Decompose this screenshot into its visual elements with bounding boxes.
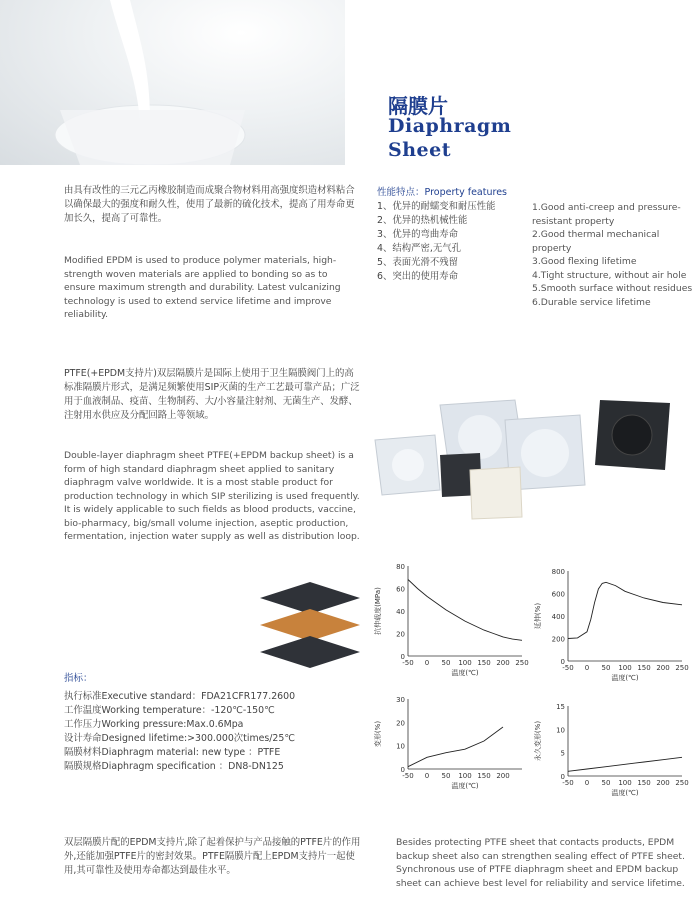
x-tick-label: 200 (496, 659, 510, 667)
x-tick-label: 50 (601, 664, 611, 672)
y-axis-label: 抗伸载度(MPa) (374, 587, 382, 635)
intro-cn: 由具有改性的三元乙丙橡胶制造而成聚合物材料用高强度织造材料粘合以确保最大的强度和耐久性，使用了最新的硫化技术，提高了用寿命更加长久，提高了可靠性。 (64, 185, 355, 224)
feature-cn-item: 2、优异的热机械性能 (377, 215, 468, 226)
spec-line: 工作压力Working pressure:Max.0.6Mpa (64, 719, 244, 730)
y-tick-label: 0 (400, 766, 405, 774)
x-tick-label: 200 (496, 772, 510, 780)
feature-en-item: 3.Good flexing lifetime (532, 256, 637, 267)
y-tick-label: 800 (551, 568, 565, 576)
milk-pour-illustration (0, 0, 345, 165)
y-tick-label: 80 (396, 563, 405, 571)
y-tick-label: 20 (396, 719, 405, 728)
title-en-line1: Diaphragm (388, 115, 512, 137)
x-tick-label: 200 (656, 664, 670, 672)
x-tick-label: -50 (562, 779, 574, 787)
intro-en: Modified EPDM is used to produce polymer materials, high-strength woven materials are applied to bonding so as to ensure maximum strength and durability. Latest vulcanizing technology is used to extend service lifetime and improve reliability. (64, 255, 341, 320)
features-cn-list (377, 200, 527, 284)
x-tick-label: 0 (424, 772, 430, 780)
x-tick-label: 150 (637, 779, 651, 787)
footer-en: Besides protecting PTFE sheet that contacts products, EPDM backup sheet also can strengthen sealing effect of PTFE sheet. Synchronous use of PTFE diaphragm sheet and EPDM backup sheet can achieve best level for reliability and service lifetime. (396, 837, 685, 889)
page-title-en (388, 114, 511, 162)
x-tick-label: -50 (402, 659, 414, 667)
series-line (568, 582, 682, 638)
x-tick-label: 100 (618, 664, 632, 672)
y-tick-label: 10 (556, 726, 565, 735)
feature-en-item: 2.Good thermal mechanical property (532, 229, 660, 254)
feature-cn-item: 3、优异的弯曲寿命 (377, 229, 458, 240)
translucent-diaphragm (470, 467, 522, 519)
layered-diaphragm-illustration (250, 580, 370, 675)
spec-line: 工作温度Working temperature：-120℃-150℃ (64, 705, 275, 716)
y-tick-label: 0 (400, 653, 405, 661)
y-tick-label: 30 (396, 696, 405, 704)
y-tick-label: 40 (396, 608, 405, 616)
feature-en-item: 6.Durable service lifetime (532, 296, 651, 308)
y-axis-label: 永久变形(%) (534, 720, 542, 762)
page-title-cn: 隔膜片 (388, 94, 448, 118)
ptfe-cn: PTFE(+EPDM支持片)双层隔膜片是国际上使用于卫生隔膜阀门上的高标准隔膜片形式，是满足频繁使用SIP灭菌的生产工艺最可靠产品；广泛用于血液制品、疫苗、生物制药、大/小容量注射剂、无菌生产、发酵、注射用水供应及分配回路上等领域。 (64, 368, 360, 421)
series-line (408, 727, 503, 767)
chart-elongation (530, 565, 690, 685)
features-heading-en: Property features (424, 187, 507, 198)
black-diaphragm-right (595, 400, 670, 470)
y-tick-label: 10 (396, 742, 405, 751)
feature-cn-item: 4、结构严密,无气孔 (377, 243, 461, 254)
ptfe-en: Double-layer diaphragm sheet PTFE(+EPDM backup sheet) is a form of high standard diaphragm sheet applied to sanitary diaphragm valve worldwide. It is a most stable product for production technology in which SIP sterilizing is used frequently. It is widely applicable to such fields as blood products, vaccine, bio-pharmacy, big/small volume injection, aseptic production, fermentation, injection water supply as well as distribution loop. (64, 450, 360, 542)
feature-cn-item: 6、突出的使用寿命 (377, 271, 458, 282)
y-tick-label: 0 (560, 658, 565, 666)
y-tick-label: 60 (396, 585, 405, 594)
features-heading (377, 184, 507, 198)
x-tick-label: 50 (441, 772, 451, 780)
x-tick-label: 0 (424, 659, 430, 667)
y-tick-label: 15 (556, 703, 565, 711)
x-tick-label: 100 (458, 772, 472, 780)
x-tick-label: 50 (441, 659, 451, 667)
x-tick-label: -50 (562, 664, 574, 672)
x-tick-label: 200 (656, 779, 670, 787)
x-tick-label: 150 (637, 664, 651, 672)
feature-cn-item: 5、表面光滑不残留 (377, 257, 458, 268)
x-axis-label: 温度(℃) (451, 782, 479, 790)
y-tick-label: 5 (560, 749, 565, 758)
x-tick-label: 0 (584, 664, 590, 672)
specs-heading: 指标： (64, 673, 93, 684)
x-axis-label: 温度(℃) (611, 674, 639, 682)
feature-en-item: 1.Good anti-creep and pressure-resistant property (532, 202, 681, 227)
x-axis-label: 温度(℃) (611, 789, 639, 797)
y-tick-label: 20 (396, 630, 405, 639)
spec-line: 设计寿命Designed lifetime:>300.000次times/25℃ (64, 733, 295, 744)
feature-en-item: 4.Tight structure, without air hole 5.Smooth surface without residues (532, 269, 693, 294)
spec-line: 隔膜规格Diaphragm specification ：DN8-DN125 (64, 761, 284, 772)
x-tick-label: 250 (675, 664, 689, 672)
y-axis-label: 延伸(%) (534, 602, 542, 630)
x-tick-label: 100 (458, 659, 472, 667)
x-tick-label: 150 (477, 659, 491, 667)
x-tick-label: 250 (515, 659, 529, 667)
chart-tensile-strength (370, 560, 530, 680)
spec-line: 隔膜材料Diaphragm material: new type ：PTFE (64, 747, 281, 758)
y-tick-label: 200 (551, 635, 565, 644)
chart-deformation (370, 693, 530, 793)
x-axis-label: 温度(℃) (451, 669, 479, 677)
specs-list (64, 690, 364, 774)
title-en-line2: Sheet (388, 139, 451, 161)
x-tick-label: 0 (584, 779, 590, 787)
footer-cn: 双层隔膜片配的EPDM支持片,除了起着保护与产品接触的PTFE片的作用外,还能加强PTFE片的密封效果。PTFE隔膜片配上EPDM支持片一起使用,其可靠性及使用寿命都达到最佳水平。 (64, 837, 361, 876)
series-line (568, 757, 682, 771)
milk-photo (0, 0, 345, 165)
feature-cn-item: 1、优异的耐蠕变和耐压性能 (377, 201, 496, 212)
x-tick-label: 250 (675, 779, 689, 787)
y-tick-label: 0 (560, 773, 565, 781)
x-tick-label: 150 (477, 772, 491, 780)
features-en-list (532, 201, 694, 309)
spec-line: 执行标准Executive standard：FDA21CFR177.2600 (64, 691, 296, 702)
diaphragm-products-photo (370, 395, 690, 525)
y-axis-label: 变形(%) (374, 720, 382, 748)
y-tick-label: 400 (551, 613, 565, 621)
chart-permanent-deformation (530, 700, 690, 800)
features-heading-cn: 性能特点： (377, 187, 425, 198)
series-line (408, 580, 522, 641)
white-diaphragm-small-left (375, 435, 440, 495)
x-tick-label: -50 (402, 772, 414, 780)
y-tick-label: 600 (551, 590, 565, 599)
x-tick-label: 50 (601, 779, 611, 787)
x-tick-label: 100 (618, 779, 632, 787)
